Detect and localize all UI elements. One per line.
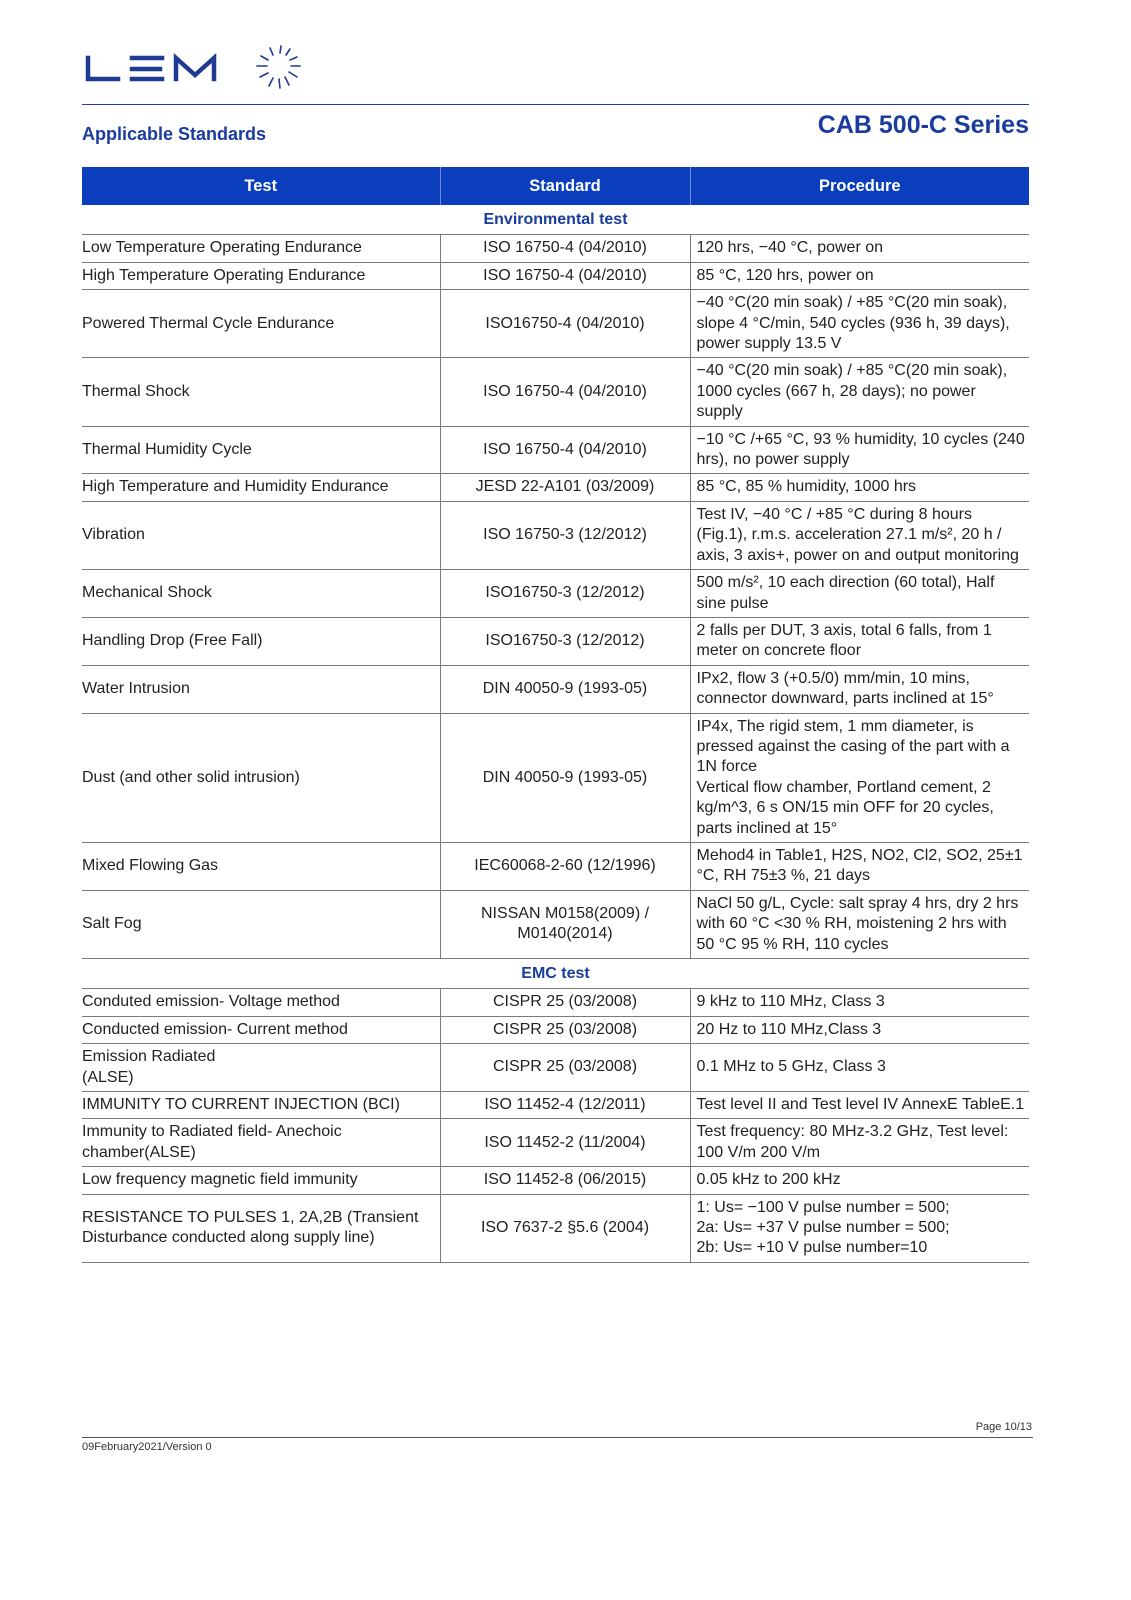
test-cell: RESISTANCE TO PULSES 1, 2A,2B (Transient Disturbance conducted along supply line) bbox=[82, 1194, 440, 1262]
test-cell: Conduted emission- Voltage method bbox=[82, 989, 440, 1016]
test-cell: Mechanical Shock bbox=[82, 570, 440, 618]
group-title: EMC test bbox=[82, 959, 1029, 989]
test-cell: High Temperature and Humidity Endurance bbox=[82, 474, 440, 501]
test-cell: Powered Thermal Cycle Endurance bbox=[82, 290, 440, 358]
table-row bbox=[82, 290, 1029, 358]
section-title: Applicable Standards bbox=[82, 124, 267, 144]
test-cell: Thermal Shock bbox=[82, 358, 440, 426]
standard-cell: DIN 40050-9 (1993-05) bbox=[440, 713, 690, 842]
standard-cell: JESD 22-A101 (03/2009) bbox=[440, 474, 690, 501]
standard-cell: ISO16750-3 (12/2012) bbox=[440, 617, 690, 665]
table-row bbox=[82, 426, 1029, 474]
table-row bbox=[82, 890, 1029, 958]
test-cell: Vibration bbox=[82, 501, 440, 569]
standard-cell: ISO 16750-3 (12/2012) bbox=[440, 501, 690, 569]
test-cell: Immunity to Radiated field- Anechoic chamber(ALSE) bbox=[82, 1119, 440, 1167]
table-header-row bbox=[82, 167, 1029, 205]
table-row bbox=[82, 501, 1029, 569]
procedure-cell: Test level II and Test level IV AnnexE TableE.1 bbox=[690, 1092, 1029, 1119]
test-cell: Mixed Flowing Gas bbox=[82, 842, 440, 890]
standard-cell: ISO 16750-4 (04/2010) bbox=[440, 235, 690, 262]
test-cell: Emission Radiated (ALSE) bbox=[82, 1044, 440, 1092]
standards-table bbox=[82, 167, 1029, 1263]
test-cell: Dust (and other solid intrusion) bbox=[82, 713, 440, 842]
group-row bbox=[82, 959, 1029, 989]
test-cell: Conducted emission- Current method bbox=[82, 1016, 440, 1043]
procedure-cell: 0.1 MHz to 5 GHz, Class 3 bbox=[690, 1044, 1029, 1092]
test-cell: Water Intrusion bbox=[82, 665, 440, 713]
standard-cell: ISO16750-3 (12/2012) bbox=[440, 570, 690, 618]
procedure-cell: −10 °C /+65 °C, 93 % humidity, 10 cycles (240 hrs), no power supply bbox=[690, 426, 1029, 474]
standard-cell: ISO16750-4 (04/2010) bbox=[440, 290, 690, 358]
header-standard: Standard bbox=[440, 167, 690, 205]
footer-rule bbox=[82, 1437, 1033, 1438]
table-row bbox=[82, 1092, 1029, 1119]
table-row bbox=[82, 358, 1029, 426]
table-row bbox=[82, 1119, 1029, 1167]
standard-cell: ISO 16750-4 (04/2010) bbox=[440, 426, 690, 474]
table-row bbox=[82, 713, 1029, 842]
procedure-cell: NaCl 50 g/L, Cycle: salt spray 4 hrs, dry 2 hrs with 60 °C <30 % RH, moistening 2 hrs with 50 °C 95 % RH, 110 cycles bbox=[690, 890, 1029, 958]
table-row bbox=[82, 1044, 1029, 1092]
procedure-cell: 85 °C, 85 % humidity, 1000 hrs bbox=[690, 474, 1029, 501]
procedure-cell: 2 falls per DUT, 3 axis, total 6 falls, from 1 meter on concrete floor bbox=[690, 617, 1029, 665]
test-cell: IMMUNITY TO CURRENT INJECTION (BCI) bbox=[82, 1092, 440, 1119]
procedure-cell: Test IV, −40 °C / +85 °C during 8 hours (Fig.1), r.m.s. acceleration 27.1 m/s², 20 h / axis, 3 axis+, power on and output monitoring bbox=[690, 501, 1029, 569]
procedure-cell: 120 hrs, −40 °C, power on bbox=[690, 235, 1029, 262]
procedure-cell: −40 °C(20 min soak) / +85 °C(20 min soak), 1000 cycles (667 h, 28 days); no power supply bbox=[690, 358, 1029, 426]
table-row bbox=[82, 989, 1029, 1016]
page-number: Page 10/13 bbox=[975, 1421, 1032, 1433]
procedure-cell: IP4x, The rigid stem, 1 mm diameter, is pressed against the casing of the part with a 1N force Vertical flow chamber, Portland cement, 2 kg/m^3, 6 s ON/15 min OFF for 20 cycles, parts inclined at 15° bbox=[690, 713, 1029, 842]
procedure-cell: 9 kHz to 110 MHz, Class 3 bbox=[690, 989, 1029, 1016]
test-cell: High Temperature Operating Endurance bbox=[82, 262, 440, 289]
table-body bbox=[82, 205, 1029, 1262]
lem-logo bbox=[84, 42, 308, 103]
table-row bbox=[82, 665, 1029, 713]
standard-cell: DIN 40050-9 (1993-05) bbox=[440, 665, 690, 713]
group-title: Environmental test bbox=[82, 205, 1029, 235]
procedure-cell: 1: Us= −100 V pulse number = 500; 2a: Us= +37 V pulse number = 500; 2b: Us= +10 V pulse number=10 bbox=[690, 1194, 1029, 1262]
header-rule bbox=[82, 104, 1029, 105]
standard-cell: CISPR 25 (03/2008) bbox=[440, 1044, 690, 1092]
test-cell: Low Temperature Operating Endurance bbox=[82, 235, 440, 262]
standard-cell: CISPR 25 (03/2008) bbox=[440, 989, 690, 1016]
table-row bbox=[82, 235, 1029, 262]
standard-cell: ISO 11452-2 (11/2004) bbox=[440, 1119, 690, 1167]
procedure-cell: 0.05 kHz to 200 kHz bbox=[690, 1167, 1029, 1194]
table-row bbox=[82, 842, 1029, 890]
standard-cell: NISSAN M0158(2009) / M0140(2014) bbox=[440, 890, 690, 958]
standard-cell: CISPR 25 (03/2008) bbox=[440, 1016, 690, 1043]
standard-cell: ISO 16750-4 (04/2010) bbox=[440, 358, 690, 426]
table-row bbox=[82, 1167, 1029, 1194]
version-label: 09February2021/Version 0 bbox=[82, 1441, 212, 1453]
procedure-cell: 20 Hz to 110 MHz,Class 3 bbox=[690, 1016, 1029, 1043]
standard-cell: ISO 11452-8 (06/2015) bbox=[440, 1167, 690, 1194]
test-cell: Salt Fog bbox=[82, 890, 440, 958]
standard-cell: ISO 16750-4 (04/2010) bbox=[440, 262, 690, 289]
procedure-cell: 500 m/s², 10 each direction (60 total), Half sine pulse bbox=[690, 570, 1029, 618]
procedure-cell: IPx2, flow 3 (+0.5/0) mm/min, 10 mins, connector downward, parts inclined at 15° bbox=[690, 665, 1029, 713]
procedure-cell: 85 °C, 120 hrs, power on bbox=[690, 262, 1029, 289]
header-test: Test bbox=[82, 167, 440, 205]
procedure-cell: Mehod4 in Table1, H2S, NO2, Cl2, SO2, 25±1 °C, RH 75±3 %, 21 days bbox=[690, 842, 1029, 890]
group-row bbox=[82, 205, 1029, 235]
test-cell: Handling Drop (Free Fall) bbox=[82, 617, 440, 665]
table-row bbox=[82, 474, 1029, 501]
test-cell: Thermal Humidity Cycle bbox=[82, 426, 440, 474]
standard-cell: IEC60068-2-60 (12/1996) bbox=[440, 842, 690, 890]
table-row bbox=[82, 1016, 1029, 1043]
header-procedure: Procedure bbox=[690, 167, 1029, 205]
procedure-cell: −40 °C(20 min soak) / +85 °C(20 min soak), slope 4 °C/min, 540 cycles (936 h, 39 days), power supply 13.5 V bbox=[690, 290, 1029, 358]
table-row bbox=[82, 262, 1029, 289]
standard-cell: ISO 7637-2 §5.6 (2004) bbox=[440, 1194, 690, 1262]
table-row bbox=[82, 617, 1029, 665]
standard-cell: ISO 11452-4 (12/2011) bbox=[440, 1092, 690, 1119]
test-cell: Low frequency magnetic field immunity bbox=[82, 1167, 440, 1194]
procedure-cell: Test frequency: 80 MHz-3.2 GHz, Test level: 100 V/m 200 V/m bbox=[690, 1119, 1029, 1167]
table-row bbox=[82, 570, 1029, 618]
table-row bbox=[82, 1194, 1029, 1262]
series-title: CAB 500-C Series bbox=[817, 111, 1029, 139]
